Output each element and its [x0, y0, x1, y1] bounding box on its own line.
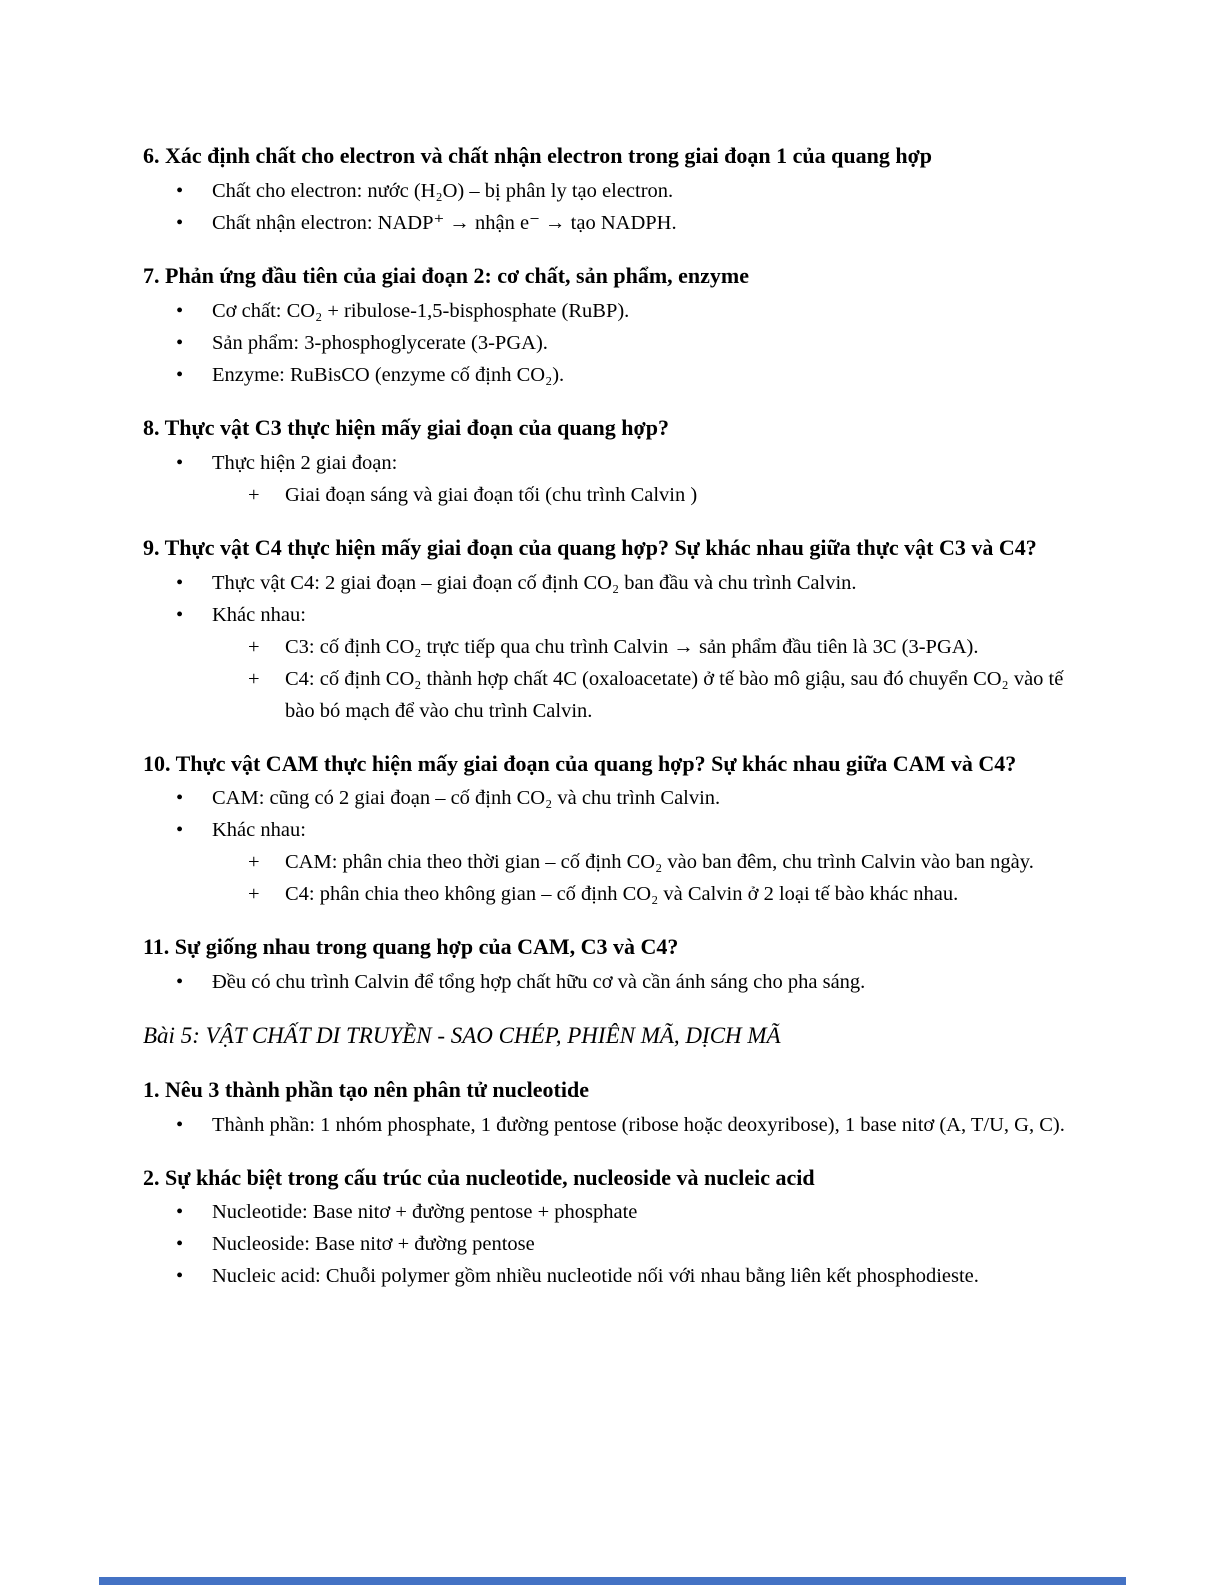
- list-item: [143, 846, 1082, 878]
- item-text: C3: cố định CO₂ trực tiếp qua chu trình Calvin → sản phẩm đầu tiên là 3C (3-PGA).: [285, 635, 979, 658]
- list-item: [143, 663, 1082, 727]
- section-items: [143, 966, 1082, 998]
- bullet-marker: •: [176, 971, 184, 994]
- bullet-marker: •: [176, 787, 184, 810]
- qa-section: [143, 1162, 1082, 1293]
- section-items: [143, 447, 1082, 511]
- bullet-marker: •: [176, 331, 184, 354]
- qa-section: [143, 1074, 1082, 1141]
- list-item: [143, 1109, 1082, 1141]
- item-text: Thành phần: 1 nhóm phosphate, 1 đường pentose (ribose hoặc deoxyribose), 1 base nitơ (A, T/U, G, C).: [212, 1113, 1065, 1136]
- bullet-marker: +: [248, 851, 260, 874]
- bullet-marker: •: [176, 603, 184, 626]
- list-item: [143, 878, 1082, 910]
- list-item: [143, 1196, 1082, 1228]
- list-item: [143, 447, 1082, 479]
- list-item: [143, 599, 1082, 631]
- item-text: CAM: cũng có 2 giai đoạn – cố định CO₂ và chu trình Calvin.: [212, 787, 721, 810]
- list-item: [143, 207, 1082, 239]
- section-heading: 1. Nêu 3 thành phần tạo nên phân tử nucleotide: [143, 1076, 589, 1102]
- list-item: [143, 567, 1082, 599]
- item-text: Cơ chất: CO₂ + ribulose-1,5-bisphosphate (RuBP).: [212, 299, 630, 322]
- section-items: [143, 295, 1082, 391]
- bottom-accent-bar: [99, 1577, 1126, 1585]
- item-text: Giai đoạn sáng và giai đoạn tối (chu trình Calvin ): [285, 483, 698, 506]
- item-text: Thực vật C4: 2 giai đoạn – giai đoạn cố định CO₂ ban đầu và chu trình Calvin.: [212, 571, 857, 594]
- bullet-marker: +: [248, 635, 260, 658]
- qa-section: [143, 931, 1082, 998]
- bullet-marker: •: [176, 1233, 184, 1256]
- item-text: Enzyme: RuBisCO (enzyme cố định CO₂).: [212, 363, 565, 386]
- section-heading: 8. Thực vật C3 thực hiện mấy giai đoạn của quang hợp?: [143, 414, 669, 440]
- bullet-marker: +: [248, 483, 260, 506]
- bullet-marker: •: [176, 211, 184, 234]
- item-text: Đều có chu trình Calvin để tổng hợp chất hữu cơ và cần ánh sáng cho pha sáng.: [212, 971, 866, 994]
- qa-section: [143, 412, 1082, 511]
- section-items: [143, 782, 1082, 910]
- item-text: Sản phẩm: 3-phosphoglycerate (3-PGA).: [212, 331, 548, 354]
- section-items: [143, 567, 1082, 727]
- item-text: Nucleoside: Base nitơ + đường pentose: [212, 1233, 535, 1256]
- bullet-marker: •: [176, 451, 184, 474]
- bullet-marker: •: [176, 1201, 184, 1224]
- list-item: [143, 175, 1082, 207]
- list-item: [143, 327, 1082, 359]
- bullet-marker: •: [176, 1265, 184, 1288]
- document-body: [143, 140, 1082, 1313]
- list-item: [143, 814, 1082, 846]
- section-items: [143, 1109, 1082, 1141]
- bullet-marker: •: [176, 179, 184, 202]
- qa-section: [143, 748, 1082, 911]
- item-text: Khác nhau:: [212, 819, 306, 842]
- list-item: [143, 631, 1082, 663]
- list-item: [143, 782, 1082, 814]
- list-item: [143, 1260, 1082, 1292]
- qa-section: [143, 532, 1082, 727]
- item-text: Nucleic acid: Chuỗi polymer gồm nhiều nucleotide nối với nhau bằng liên kết phosphodieste.: [212, 1265, 979, 1288]
- bullet-marker: •: [176, 571, 184, 594]
- section-items: [143, 1196, 1082, 1292]
- bullet-marker: •: [176, 363, 184, 386]
- item-text: Nucleotide: Base nitơ + đường pentose + phosphate: [212, 1201, 638, 1224]
- qa-section: [143, 1019, 1082, 1052]
- item-text: Thực hiện 2 giai đoạn:: [212, 451, 398, 474]
- list-item: [143, 479, 1082, 511]
- bullet-marker: •: [176, 299, 184, 322]
- item-text: C4: cố định CO₂ thành hợp chất 4C (oxaloacetate) ở tế bào mô giậu, sau đó chuyển CO₂ vào tế bào bó mạch để vào chu trình Calvin.: [285, 667, 1064, 722]
- list-item: [143, 295, 1082, 327]
- qa-section: [143, 140, 1082, 239]
- section-heading: Bài 5: VẬT CHẤT DI TRUYỀN - SAO CHÉP, PHIÊN MÃ, DỊCH MÃ: [143, 1023, 781, 1049]
- section-heading: 10. Thực vật CAM thực hiện mấy giai đoạn của quang hợp? Sự khác nhau giữa CAM và C4?: [143, 750, 1017, 776]
- list-item: [143, 359, 1082, 391]
- section-heading: 6. Xác định chất cho electron và chất nhận electron trong giai đoạn 1 của quang hợp: [143, 143, 932, 168]
- list-item: [143, 966, 1082, 998]
- section-heading: 11. Sự giống nhau trong quang hợp của CAM, C3 và C4?: [143, 934, 679, 960]
- item-text: Chất cho electron: nước (H₂O) – bị phân ly tạo electron.: [212, 179, 674, 202]
- section-heading: 9. Thực vật C4 thực hiện mấy giai đoạn của quang hợp? Sự khác nhau giữa thực vật C3 và C4?: [143, 534, 1037, 560]
- bullet-marker: +: [248, 883, 260, 906]
- bullet-marker: •: [176, 819, 184, 842]
- bullet-marker: •: [176, 1113, 184, 1136]
- item-text: CAM: phân chia theo thời gian – cố định CO₂ vào ban đêm, chu trình Calvin vào ban ngày.: [285, 851, 1034, 874]
- item-text: Khác nhau:: [212, 603, 306, 626]
- item-text: Chất nhận electron: NADP⁺ → nhận e⁻ → tạo NADPH.: [212, 211, 677, 234]
- bullet-marker: +: [248, 667, 260, 690]
- section-items: [143, 175, 1082, 239]
- qa-section: [143, 260, 1082, 391]
- section-heading: 2. Sự khác biệt trong cấu trúc của nucleotide, nucleoside và nucleic acid: [143, 1164, 815, 1190]
- item-text: C4: phân chia theo không gian – cố định CO₂ và Calvin ở 2 loại tế bào khác nhau.: [285, 883, 959, 906]
- section-heading: 7. Phản ứng đầu tiên của giai đoạn 2: cơ chất, sản phẩm, enzyme: [143, 262, 749, 288]
- list-item: [143, 1228, 1082, 1260]
